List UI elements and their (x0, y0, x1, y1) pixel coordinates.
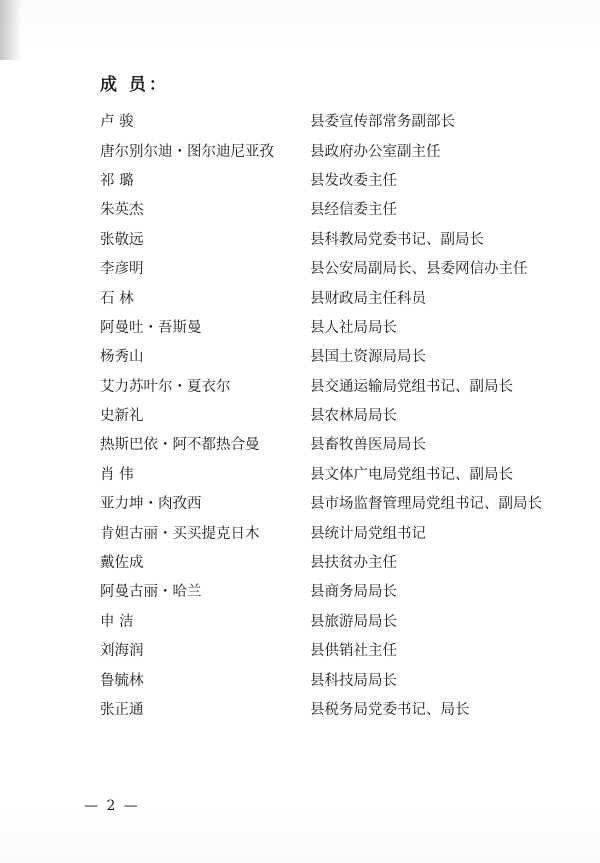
member-role: 县发改委主任 (310, 172, 397, 189)
list-item (100, 488, 560, 517)
member-role: 县科技局局长 (310, 672, 397, 689)
scan-shadow (0, 0, 22, 60)
list-item (100, 341, 560, 370)
member-role: 县公安局副局长、县委网信办主任 (310, 261, 528, 278)
list-item (100, 694, 560, 723)
member-name: 肖 伟 (100, 466, 134, 483)
list-item (100, 282, 560, 311)
member-role: 县供销社主任 (310, 643, 397, 660)
member-name: 阿曼古丽・哈兰 (100, 584, 202, 601)
member-name: 鲁毓林 (100, 672, 144, 689)
member-name: 张正通 (100, 702, 144, 718)
member-name: 亚力坤・肉孜西 (100, 496, 202, 513)
list-item (100, 606, 560, 635)
member-name: 热斯巴依・阿不都热合曼 (100, 437, 260, 454)
member-role: 县统计局党组书记 (310, 525, 426, 542)
member-role: 县畜牧兽医局局长 (310, 437, 426, 454)
list-item (100, 547, 560, 576)
member-role: 县科教局党委书记、副局长 (310, 231, 484, 248)
list-item (100, 194, 560, 223)
list-item (100, 429, 560, 458)
member-role: 县委宣传部常务副部长 (310, 114, 455, 131)
member-name: 戴佐成 (100, 555, 144, 572)
member-name: 祁 璐 (100, 172, 134, 189)
list-item (100, 224, 560, 253)
member-role: 县国土资源局局长 (310, 349, 426, 366)
list-item (100, 459, 560, 488)
member-role: 县政府办公室副主任 (310, 143, 441, 160)
list-item (100, 106, 560, 135)
member-name: 肯妲古丽・买买提克日木 (100, 525, 260, 542)
member-name: 刘海润 (100, 643, 144, 660)
member-name: 杨秀山 (100, 349, 144, 366)
list-item (100, 400, 560, 429)
members-heading: 成 员： (100, 75, 169, 95)
member-role: 县商务局局长 (310, 584, 397, 601)
list-item (100, 253, 560, 282)
list-item (100, 635, 560, 664)
list-item (100, 664, 560, 693)
member-role: 县经信委主任 (310, 202, 397, 219)
member-role: 县文体广电局党组书记、副局长 (310, 466, 513, 483)
member-name: 史新礼 (100, 408, 144, 425)
member-role: 县扶贫办主任 (310, 555, 397, 572)
member-name: 朱英杰 (100, 202, 144, 219)
member-name: 张敬远 (100, 231, 144, 248)
list-item (100, 135, 560, 164)
member-role: 县交通运输局党组书记、副局长 (310, 378, 513, 395)
member-name: 唐尔别尔迪・图尔迪尼亚孜 (100, 143, 274, 160)
member-role: 县人社局局长 (310, 319, 397, 336)
member-name: 石 林 (100, 290, 134, 307)
list-item (100, 576, 560, 605)
list-item (100, 371, 560, 400)
member-role: 县农林局局长 (310, 408, 397, 425)
member-name: 阿曼吐・吾斯曼 (100, 319, 202, 336)
list-item (100, 312, 560, 341)
member-role: 县市场监督管理局党组书记、副局长 (310, 496, 542, 513)
list-item (100, 165, 560, 194)
member-name: 李彦明 (100, 261, 144, 278)
member-name: 卢 骏 (100, 114, 134, 131)
member-role: 县财政局主任科员 (310, 290, 426, 307)
list-item (100, 517, 560, 546)
member-role: 县旅游局局长 (310, 613, 397, 630)
member-name: 申 洁 (100, 613, 134, 630)
member-role: 县税务局党委书记、局长 (310, 702, 470, 718)
members-list (100, 106, 560, 723)
member-name: 艾力苏叶尔・夏衣尔 (100, 378, 231, 395)
page-number: — 2 — (84, 798, 140, 814)
